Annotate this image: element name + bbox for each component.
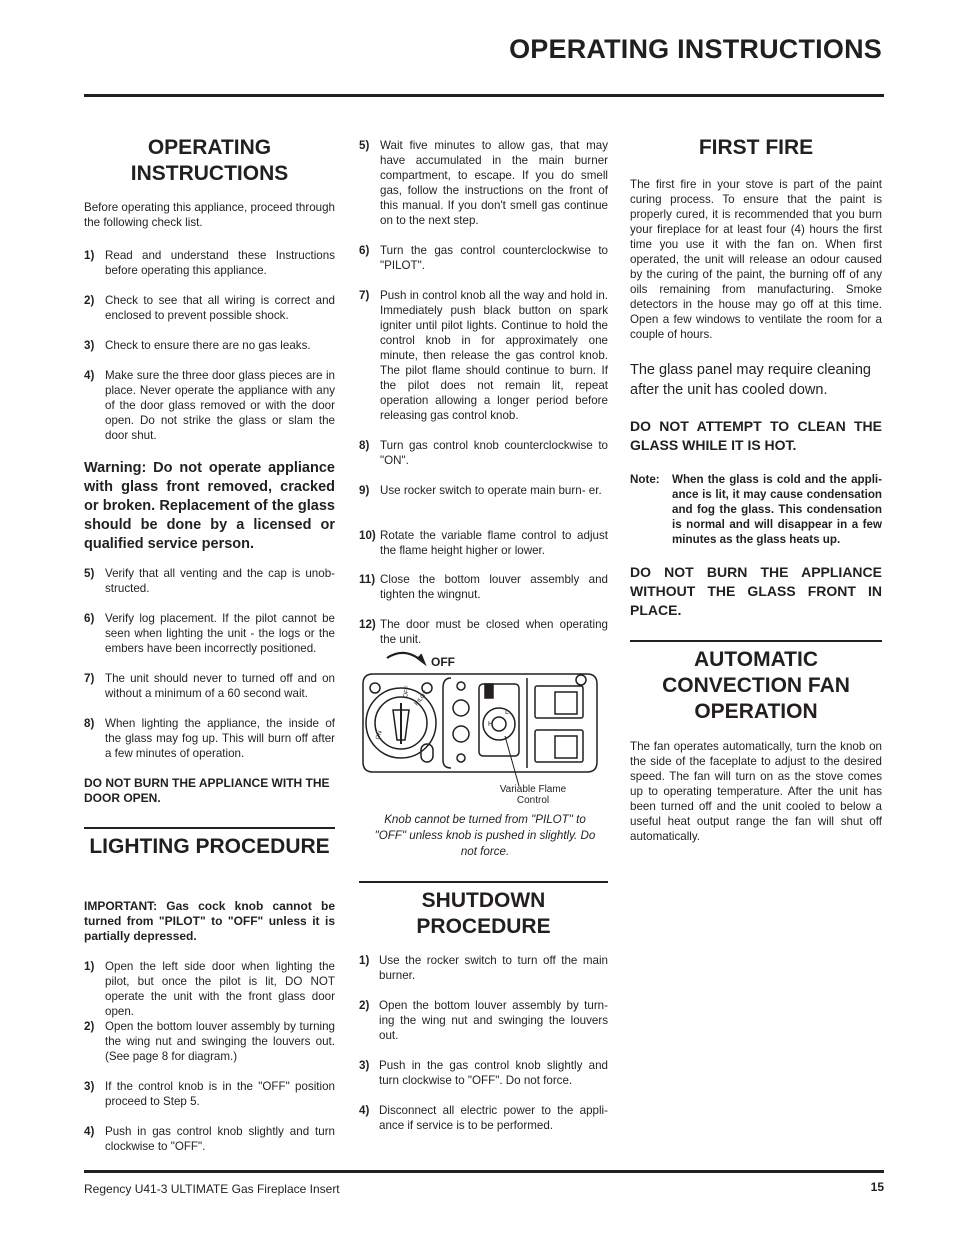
item-text: Turn gas control knob counterclockwise to "ON". [380, 439, 608, 467]
condensation-note [630, 472, 882, 547]
list-item [359, 998, 608, 1043]
item-text: Open the bottom louver assembly by turn- ing the wing nut and swinging the louvers out. [379, 999, 608, 1042]
item-text: Check to see that all wiring is correct and enclosed to prevent possible shock. [105, 294, 335, 322]
do-not-burn-warning: DO NOT BURN THE APPLIANCE WITH THE DOOR OPEN. [84, 776, 330, 805]
item-text: The unit should never to turned off and on without a minimum of a 60 second wait. [105, 672, 335, 700]
item-text: Push in control knob all the way and hold in. Immediately push black button on spark igniter until pilot lights. Continue to hold the control knob in for approximately one minute, then release the gas control knob. The pilot flame should continue to burn. If the pilot does not remain lit, repeat operation allowing a longer period before releasing gas control knob. [380, 289, 608, 422]
item-text: Wait five minutes to allow gas, that may have accumulated in the main burner compartment, to escape. If you do smell gas, follow the instructions on the front of this manual. If you don't smell gas continue on to the next step. [380, 139, 608, 227]
list-item [359, 243, 608, 273]
item-number: 1) [84, 960, 95, 973]
item-text: Read and understand these Instructions before operating this appliance. [105, 249, 335, 277]
item-text: Use the rocker switch to turn off the main burner. [379, 954, 608, 982]
item-number: 4) [84, 369, 95, 382]
item-number: 5) [359, 139, 370, 152]
item-number: 2) [84, 294, 95, 307]
list-item [359, 953, 608, 983]
first-fire-heading: FIRST FIRE [698, 136, 814, 159]
note-text: When the glass is cold and the appli- ance is lit, it may cause condensation and fog the glass. This condensation is normal and will disappear in a few minutes as the glass heats up. [672, 473, 882, 546]
list-item [84, 959, 335, 1019]
fan-operation-heading: AUTOMATIC CONVECTION FAN OPERATION [662, 648, 850, 723]
item-number: 5) [84, 567, 95, 580]
item-text: The door must be closed when operating the unit. [380, 618, 608, 646]
page-title: OPERATING INSTRUCTIONS [509, 34, 882, 64]
list-item [84, 1079, 335, 1109]
item-text: Disconnect all electric power to the appli- ance if service is to be performed. [379, 1104, 608, 1132]
item-text: Turn the gas control counterclockwise to "PILOT". [380, 244, 608, 272]
do-not-clean-warning: DO NOT ATTEMPT TO CLEAN THE GLASS WHILE IT IS HOT. [630, 418, 882, 453]
item-text: If the control knob is in the "OFF" position proceed to Step 5. [105, 1080, 335, 1108]
item-text: Rotate the variable flame control to adjust the flame height higher or lower. [380, 529, 608, 557]
fan-operation-text: The fan operates automatically, turn the knob on the side of the faceplate to adjust to the desired speed. The fan will turn on as the stove comes up to operating temperature. After the unit has been turned off and the unit cooled to below a useful heat output range the fan will shut off automatically. [630, 740, 882, 843]
item-text: Verify that all venting and the cap is unob- structed. [105, 567, 335, 595]
flame-low-label: L [505, 709, 509, 716]
item-number: 9) [359, 484, 370, 497]
intro-text: Before operating this appliance, proceed through the following check list. [84, 201, 335, 229]
list-item [84, 566, 335, 596]
page-number: 15 [870, 1180, 884, 1194]
item-number: 2) [359, 999, 370, 1012]
item-number: 3) [359, 1059, 370, 1072]
item-number: 12) [359, 618, 376, 631]
list-item [84, 248, 335, 278]
item-number: 8) [359, 439, 370, 452]
list-item [84, 368, 335, 443]
item-text: Verify log placement. If the pilot cannot be seen when lighting the unit - the logs or the embers have been incorrectly positioned. [105, 612, 335, 655]
important-note: IMPORTANT: Gas cock knob cannot be turned from "PILOT" to "OFF" unless it is partially depressed. [84, 899, 335, 943]
off-label: OFF [431, 655, 455, 669]
warning-text: Warning: Do not operate appliance with glass front removed, cracked or broken. Replacement of the glass should be done by a licensed or qualified service person. [84, 460, 335, 552]
section-divider [84, 827, 335, 829]
list-item [359, 528, 608, 558]
list-item [84, 1124, 335, 1154]
item-number: 7) [84, 672, 95, 685]
item-number: 4) [84, 1125, 95, 1138]
footer-title: Regency U41-3 ULTIMATE Gas Fireplace Insert [84, 1182, 340, 1196]
item-text: When lighting the appliance, the inside of the glass may fog up. This will burn off after a few minutes of operation. [105, 717, 335, 760]
item-number: 7) [359, 289, 370, 302]
item-text: Push in the gas control knob slightly and turn clockwise to "OFF". Do not force. [379, 1059, 608, 1087]
list-item [359, 1058, 608, 1088]
item-number: 3) [84, 1080, 95, 1093]
item-number: 1) [84, 249, 95, 262]
list-item [359, 483, 608, 498]
list-item [359, 288, 608, 423]
item-number: 10) [359, 529, 376, 542]
item-number: 11) [359, 573, 376, 586]
item-text: Open the left side door when lighting the pilot, but once the pilot is lit, DO NOT operate the unit with the front glass door open. [105, 960, 335, 1018]
glass-cleaning-text: The glass panel may require cleaning after the unit has cooled down. [630, 362, 871, 398]
lighting-procedure-heading: LIGHTING PROCEDURE [89, 835, 330, 858]
list-item [84, 1019, 335, 1064]
list-item [359, 438, 608, 468]
item-number: 6) [359, 244, 370, 257]
item-text: Use rocker switch to operate main burn- er. [380, 484, 602, 497]
footer-rule [84, 1170, 884, 1173]
item-text: Make sure the three door glass pieces are in place. Never operate the appliance with any of the door glass removed or with the door open. Do not strike the glass or slam the door shut. [105, 369, 335, 442]
section-divider [630, 640, 882, 642]
variable-flame-callout: Variable Flame Control [499, 784, 567, 806]
knob-on-label: ON [375, 730, 384, 741]
list-item [359, 138, 608, 228]
item-number: 2) [84, 1020, 95, 1033]
diagram-caption: Knob cannot be turned from "PILOT" to "OFF" unless knob is pushed in slightly. Do not force. [374, 813, 596, 858]
list-item [359, 572, 608, 602]
list-item [84, 671, 335, 701]
do-not-burn-without-glass-warning: DO NOT BURN THE APPLIANCE WITHOUT THE GLASS FRONT IN PLACE. [630, 564, 882, 618]
item-number: 1) [359, 954, 370, 967]
item-number: 4) [359, 1104, 370, 1117]
item-text: Check to ensure there are no gas leaks. [105, 339, 311, 352]
list-item [84, 611, 335, 656]
knob-off-label: OFF [403, 685, 412, 699]
list-item [84, 338, 335, 353]
operating-instructions-heading: OPERATING INSTRUCTIONS [130, 136, 289, 185]
list-item [359, 617, 608, 647]
item-text: Open the bottom louver assembly by turning the wing nut and swinging the louvers out. (See page 8 for diagram.) [105, 1020, 335, 1063]
item-text: Push in gas control knob slightly and turn clockwise to "OFF". [105, 1125, 335, 1153]
flame-high-label: H [488, 721, 494, 728]
list-item [359, 1103, 608, 1133]
item-number: 8) [84, 717, 95, 730]
knob-pilot-label: PILOT [413, 690, 430, 708]
first-fire-text: The first fire in your stove is part of the paint curing process. To ensure that the paint is properly cured, it is recommended that you burn your fireplace for at least four (4) hours the first time you use it with the fan on. When first operated, the unit will release an odour caused by the curing of the paint, the burning off of any oils remaining from manufacturing. Smoke detectors in the house may go off at this time. Open a few windows to ventilate the room for a couple of hours. [630, 178, 882, 341]
item-text: Close the bottom louver assembly and tighten the wingnut. [380, 573, 608, 601]
section-divider [359, 881, 608, 883]
item-number: 3) [84, 339, 95, 352]
list-item [84, 293, 335, 323]
item-number: 6) [84, 612, 95, 625]
note-label: Note: [630, 473, 660, 486]
header-rule [84, 94, 884, 97]
shutdown-procedure-heading: SHUTDOWN PROCEDURE [416, 889, 551, 938]
list-item [84, 716, 335, 761]
